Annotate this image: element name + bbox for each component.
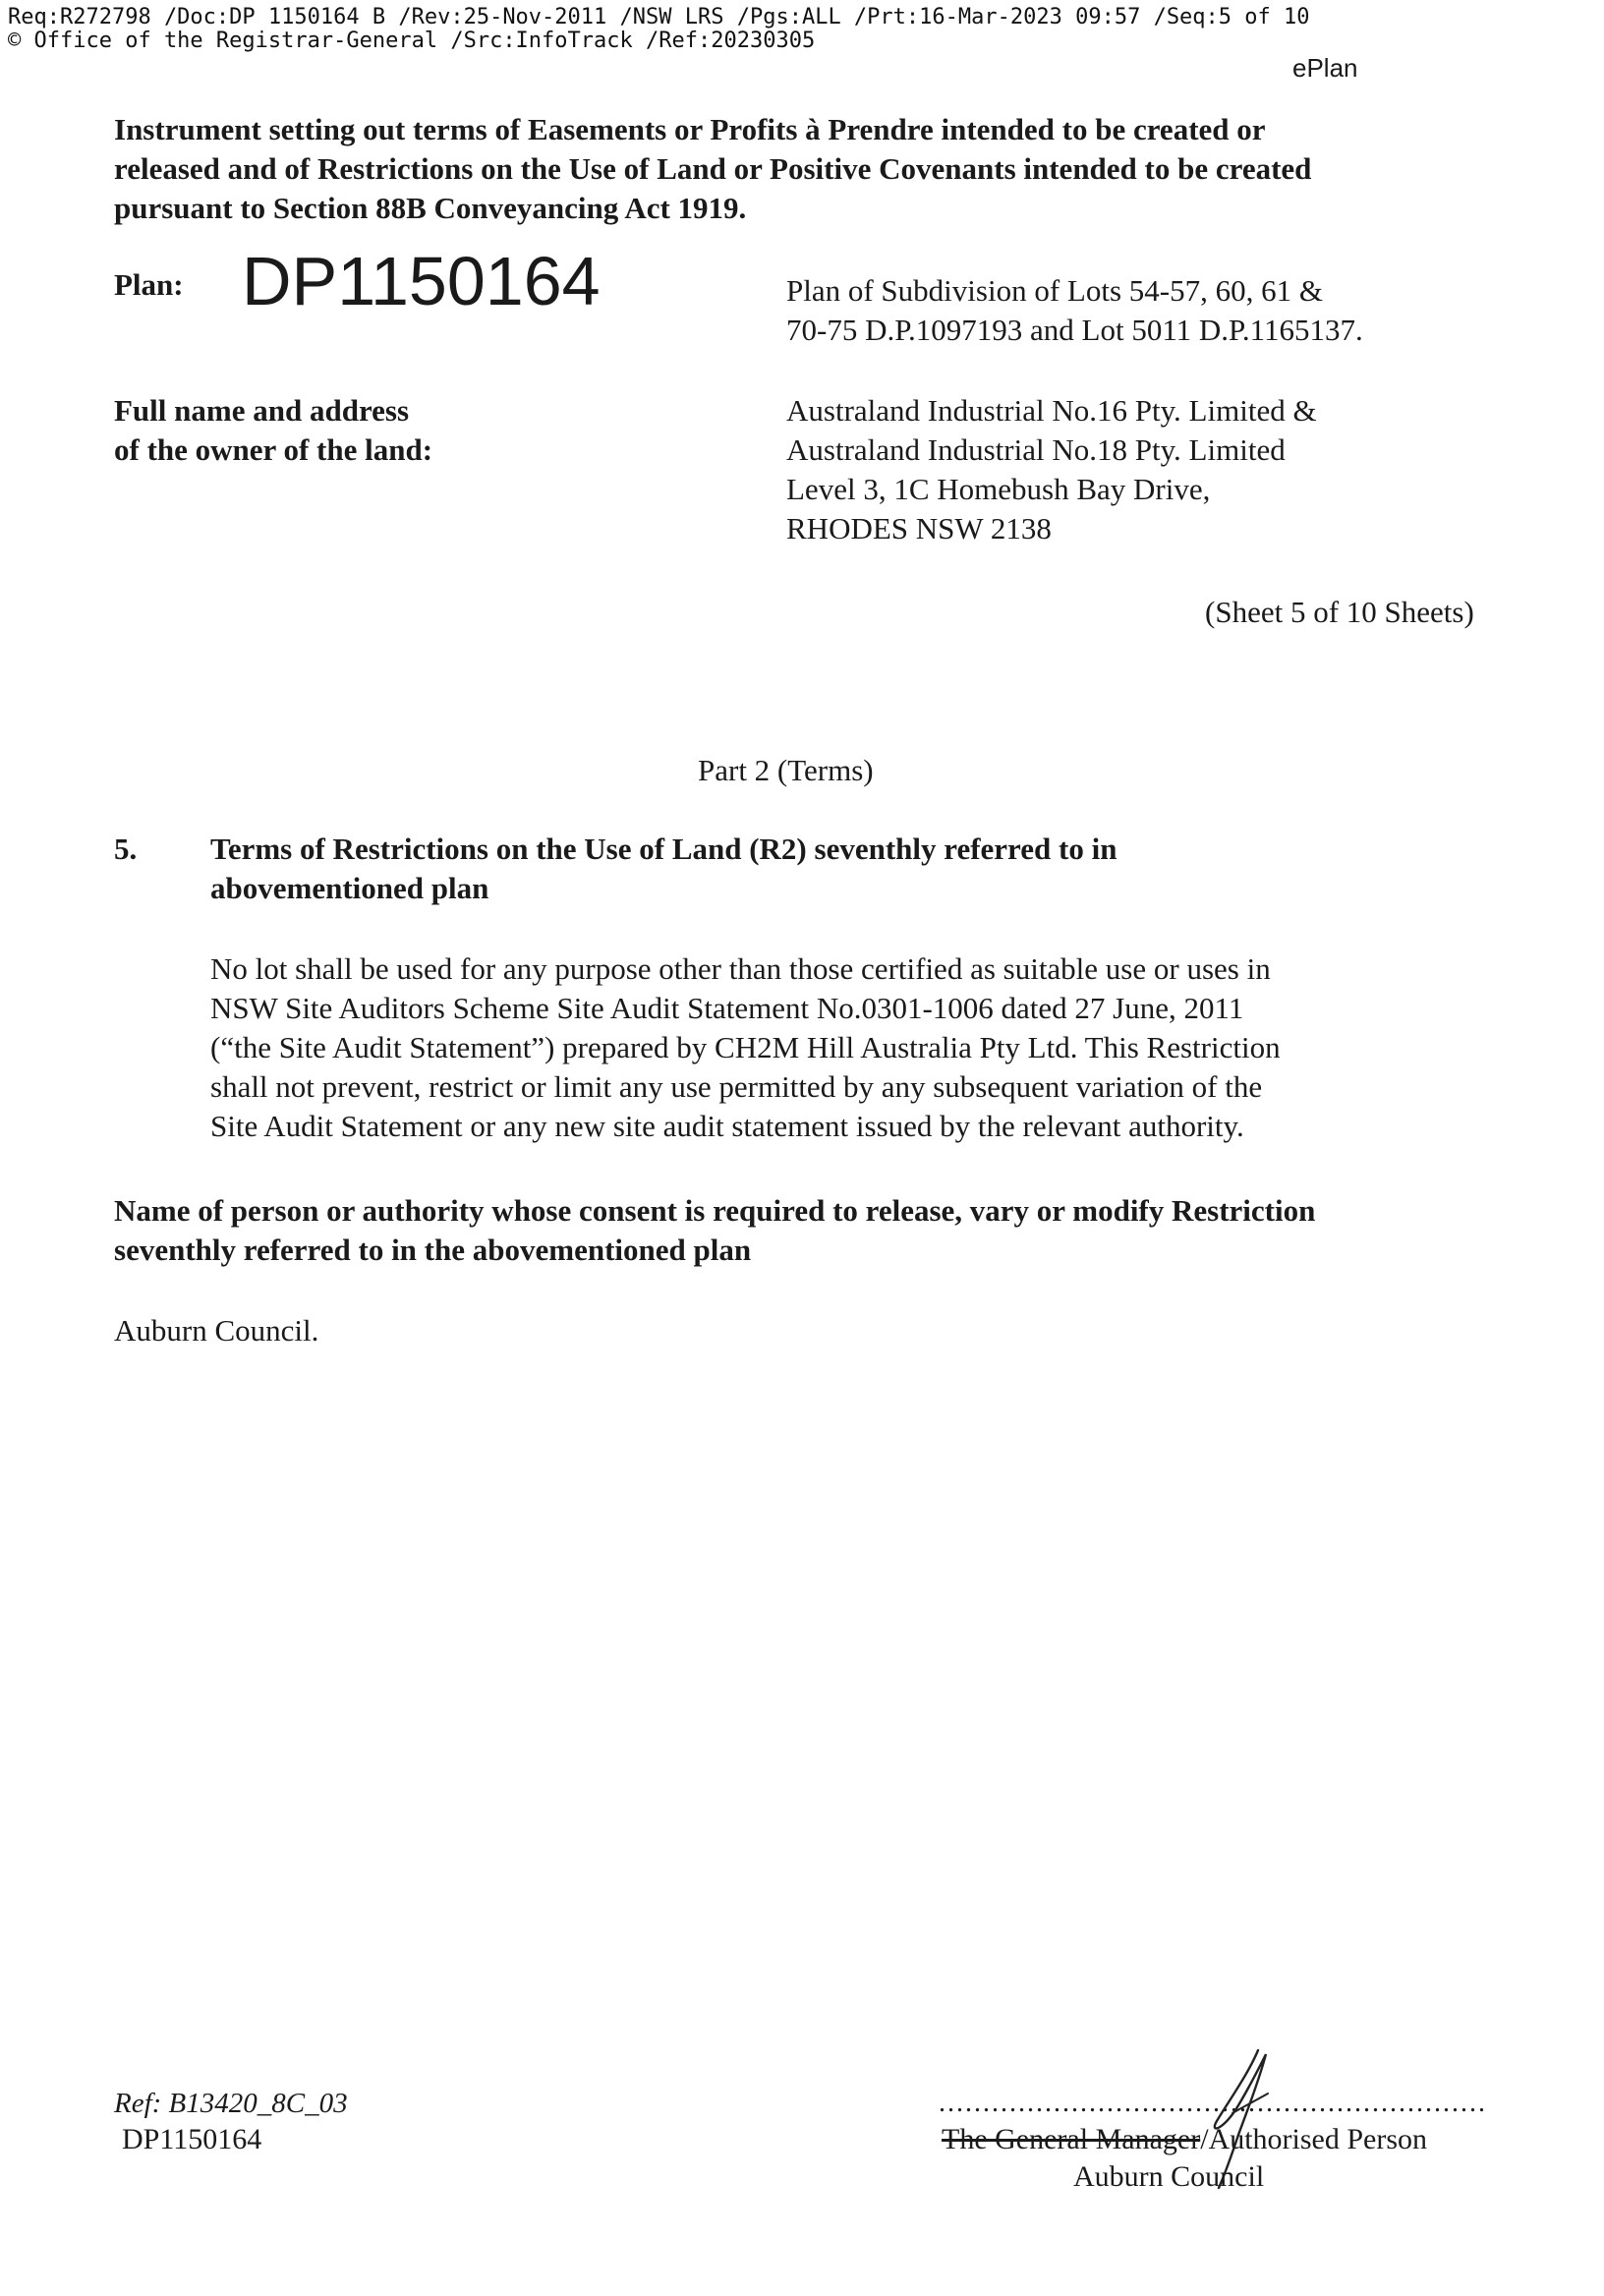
- owner-label: [114, 391, 432, 470]
- consent-authority: Auburn Council.: [114, 1313, 319, 1348]
- owner-label-line: of the owner of the land:: [114, 432, 433, 467]
- instrument-heading-line: released and of Restrictions on the Use of Land or Positive Covenants intended to be created: [114, 151, 1312, 186]
- term-body-line: (“the Site Audit Statement”) prepared by CH2M Hill Australia Pty Ltd. This Restriction: [210, 1030, 1281, 1064]
- consent-heading-line: Name of person or authority whose consent is required to release, vary or modify Restriction: [114, 1193, 1316, 1228]
- eplan-label: ePlan: [1292, 53, 1358, 83]
- owner-address-line: RHODES NSW 2138: [786, 511, 1052, 545]
- term-number: 5.: [114, 832, 138, 866]
- instrument-heading: [114, 110, 1500, 228]
- instrument-heading-line: pursuant to Section 88B Conveyancing Act 1919.: [114, 191, 747, 225]
- term-body: [210, 949, 1500, 1146]
- signatory-title: [942, 2123, 1427, 2156]
- signatory-suffix: /Authorised Person: [1200, 2123, 1428, 2155]
- plan-label: Plan:: [114, 267, 184, 302]
- consent-heading: [114, 1191, 1510, 1270]
- signatory-organisation: Auburn Council: [1073, 2160, 1265, 2193]
- term-body-line: Site Audit Statement or any new site audit statement issued by the relevant authority.: [210, 1109, 1244, 1143]
- consent-heading-line: seventhly referred to in the abovementioned plan: [114, 1233, 752, 1267]
- plan-number: DP1150164: [242, 243, 601, 319]
- request-header-line: Req:R272798 /Doc:DP 1150164 B /Rev:25-Nov-2011 /NSW LRS /Pgs:ALL /Prt:16-Mar-2023 09:57 /Seq:5 of 10: [8, 5, 1310, 29]
- term-title-line: Terms of Restrictions on the Use of Land (R2) seventhly referred to in: [210, 832, 1117, 866]
- part-heading: Part 2 (Terms): [698, 753, 874, 787]
- plan-description: [786, 271, 1474, 350]
- term-body-line: NSW Site Auditors Scheme Site Audit Statement No.0301-1006 dated 27 June, 2011: [210, 991, 1244, 1025]
- term-title: [210, 830, 1500, 908]
- struck-title: The General Manager: [942, 2123, 1201, 2155]
- instrument-heading-line: Instrument setting out terms of Easements or Profits à Prendre intended to be created or: [114, 112, 1266, 146]
- plan-description-line: Plan of Subdivision of Lots 54-57, 60, 61 &: [786, 273, 1323, 308]
- copyright-header-line: © Office of the Registrar-General /Src:InfoTrack /Ref:20230305: [8, 29, 816, 53]
- reference-code: Ref: B13420_8C_03: [114, 2088, 348, 2119]
- owner-address-line: Level 3, 1C Homebush Bay Drive,: [786, 472, 1211, 506]
- term-body-line: shall not prevent, restrict or limit any use permitted by any subsequent variation of the: [210, 1069, 1263, 1104]
- term-body-line: No lot shall be used for any purpose other than those certified as suitable use or uses in: [210, 951, 1271, 986]
- owner-label-line: Full name and address: [114, 393, 410, 428]
- signature-line: ..............................................................: [939, 2088, 1487, 2118]
- owner-address-line: Australand Industrial No.16 Pty. Limited &: [786, 393, 1317, 428]
- term-title-line: abovementioned plan: [210, 871, 489, 905]
- sheet-indicator: (Sheet 5 of 10 Sheets): [1205, 595, 1474, 629]
- owner-address: [786, 391, 1474, 548]
- owner-address-line: Australand Industrial No.18 Pty. Limited: [786, 432, 1286, 467]
- footer-plan-number: DP1150164: [122, 2123, 262, 2155]
- plan-description-line: 70-75 D.P.1097193 and Lot 5011 D.P.1165137.: [786, 313, 1363, 347]
